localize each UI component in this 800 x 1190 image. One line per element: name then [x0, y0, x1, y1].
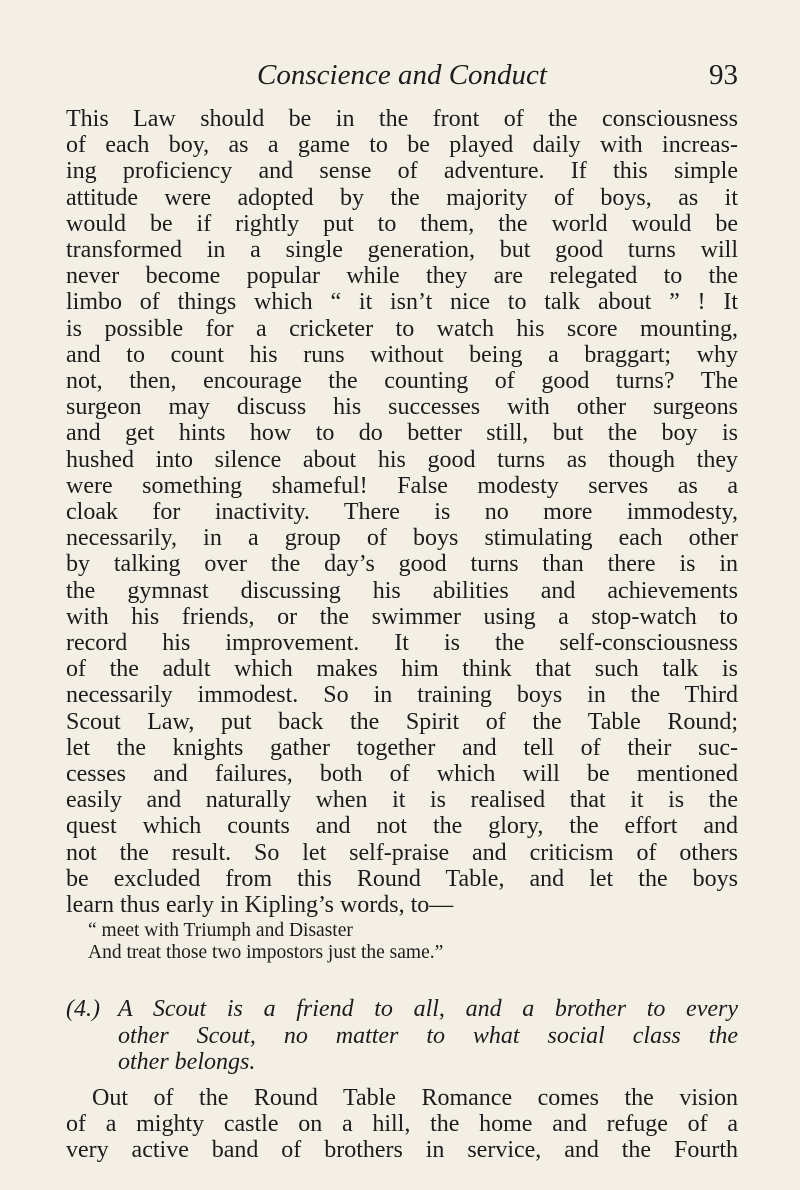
law-text-line: other belongs. [118, 1048, 256, 1075]
text-line: quest which counts and not the glory, the effort and [66, 813, 738, 840]
text-line: and get hints how to do better still, but the boy is [66, 420, 738, 447]
text-line: Out of the Round Table Romance comes the vision [92, 1084, 738, 1111]
text-line: of a mighty castle on a hill, the home and refuge of a [66, 1111, 738, 1138]
text-line: easily and naturally when it is realised that it is the [66, 787, 738, 814]
text-line: and to count his runs without being a braggart; why [66, 341, 738, 368]
text-line: necessarily, in a group of boys stimulating each other [66, 525, 738, 552]
text-line: let the knights gather together and tell of their suc- [66, 734, 738, 761]
text-line: the gymnast discussing his abilities and achievements [66, 577, 738, 604]
paragraph-scout-law-three [66, 106, 738, 918]
text-line: would be if rightly put to them, the world would be [66, 210, 738, 237]
text-line: record his improvement. It is the self-consciousness [66, 630, 738, 657]
text-line: This Law should be in the front of the consciousness [66, 106, 738, 132]
text-line: attitude were adopted by the majority of boys, as it [66, 184, 738, 211]
text-line: cesses and failures, both of which will be mentioned [66, 761, 738, 788]
text-line: be excluded from this Round Table, and let the boys [66, 865, 738, 892]
text-line: ing proficiency and sense of adventure. If this simple [66, 158, 738, 185]
quote-line: “ meet with Triumph and Disaster [88, 920, 353, 942]
text-line: not, then, encourage the counting of good turns? The [66, 368, 738, 395]
law-text-line: A Scout is a friend to all, and a brother to every [118, 996, 738, 1023]
body-text [66, 106, 738, 1164]
text-line: is possible for a cricketer to watch his score mounting, [66, 315, 738, 342]
text-line: with his friends, or the swimmer using a stop-watch to [66, 603, 738, 630]
kipling-quotation [88, 920, 738, 964]
text-line: of the adult which makes him think that such talk is [66, 656, 738, 683]
text-line: learn thus early in Kipling’s words, to— [66, 892, 454, 919]
page-number: 93 [709, 59, 738, 91]
text-line: of each boy, as a game to be played daily with increas- [66, 132, 738, 159]
text-line: necessarily immodest. So in training boys in the Third [66, 682, 738, 709]
text-line: very active band of brothers in service, and the Fourth [66, 1137, 738, 1164]
text-line: never become popular while they are relegated to the [66, 263, 738, 290]
running-head [66, 58, 738, 92]
quote-line: And treat those two impostors just the same.” [88, 942, 444, 964]
text-line: not the result. So let self-praise and criticism of others [66, 839, 738, 866]
scout-law-four [66, 996, 738, 1075]
text-line: Scout Law, put back the Spirit of the Table Round; [66, 708, 738, 735]
law-number: (4.) [66, 996, 100, 1023]
text-line: by talking over the day’s good turns than there is in [66, 551, 738, 578]
text-line: hushed into silence about his good turns as though they [66, 446, 738, 473]
law-text-line: other Scout, no matter to what social class the [118, 1022, 738, 1049]
text-line: limbo of things which “ it isn’t nice to talk about ” ! It [66, 289, 738, 316]
running-title: Conscience and Conduct [257, 59, 547, 91]
text-line: transformed in a single generation, but good turns will [66, 237, 738, 264]
text-line: surgeon may discuss his successes with other surgeons [66, 394, 738, 421]
text-line: cloak for inactivity. There is no more immodesty, [66, 499, 738, 526]
text-line: were something shameful! False modesty serves as a [66, 472, 738, 499]
paragraph-round-table [66, 1085, 738, 1164]
